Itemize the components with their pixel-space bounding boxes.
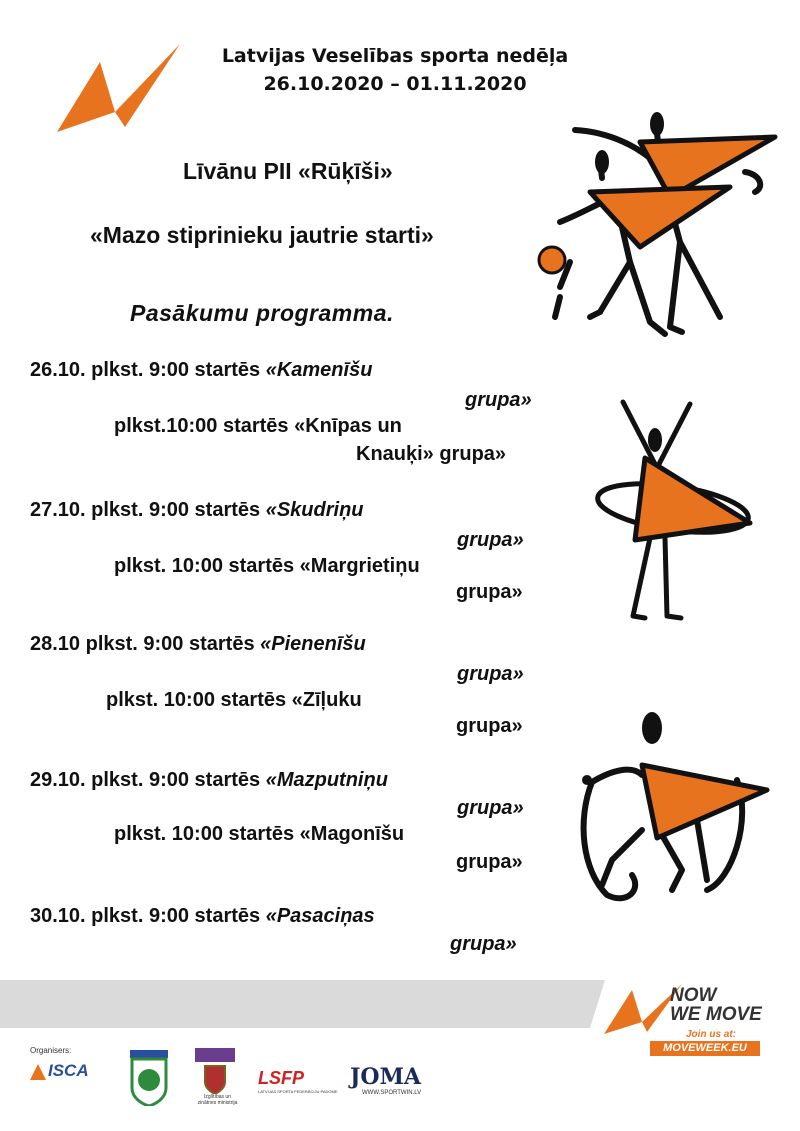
schedule-line: plkst. 10:00 startēs «Zīļuku	[106, 689, 362, 711]
schedule-group: grupa»	[450, 933, 517, 955]
isca-mark-icon	[30, 1064, 46, 1080]
schedule-line: plkst. 10:00 startēs «Magonīšu	[114, 823, 405, 845]
schedule-group: grupa»	[456, 581, 523, 603]
schedule-group: grupa»	[465, 389, 532, 411]
jump-rope-figure-icon	[572, 710, 777, 910]
now-we-move-logo	[600, 978, 770, 1058]
ministry-name: Izglītības un zinātnes ministrija	[197, 1094, 238, 1106]
isca-logo: ISCA	[30, 1060, 105, 1086]
ministry-logo	[195, 1048, 240, 1110]
schedule-list	[30, 354, 570, 974]
schedule-group: grupa»	[456, 851, 523, 873]
schedule-group: grupa»	[456, 715, 523, 737]
join-url[interactable]: MOVEWEEK.EU	[650, 1041, 760, 1056]
nwm-line2: WE MOVE	[670, 1004, 762, 1025]
week-dates: 26.10.2020 – 01.11.2020	[263, 73, 527, 95]
hula-hoop-figure-icon	[595, 398, 760, 623]
schedule-line: 28.10 plkst. 9:00 startēs «Pienenīšu	[30, 633, 366, 655]
institution-name: Līvānu PII «Rūķīši»	[183, 158, 393, 184]
organisers-label: Organisers:	[30, 1046, 72, 1055]
schedule-group: Knauķi» grupa»	[356, 443, 507, 465]
schedule-group: grupa»	[457, 663, 524, 685]
joma-logo: JOMA WWW.SPORTWIN.LV	[350, 1064, 422, 1096]
schedule-line: 26.10. plkst. 9:00 startēs «Kamenīšu	[30, 359, 373, 381]
moveweek-logo-icon	[55, 42, 185, 134]
event-title: «Mazo stiprinieku jautrie starti»	[90, 222, 434, 248]
schedule-line: 27.10. plkst. 9:00 startēs «Skudriņu	[30, 499, 364, 521]
schedule-line: 29.10. plkst. 9:00 startēs «Mazputniņu	[30, 769, 388, 791]
schedule-line: 30.10. plkst. 9:00 startēs «Pasaciņas	[30, 905, 375, 927]
schedule-line: plkst.10:00 startēs «Knīpas un	[114, 415, 402, 437]
program-heading: Pasākumu programma.	[130, 300, 394, 326]
lsfp-logo: LSFP LATVIJAS SPORTA FEDERĀCIJU PADOME	[258, 1068, 338, 1094]
nwm-line1: NOW	[670, 985, 717, 1006]
schedule-line: plkst. 10:00 startēs «Margrietiņu	[114, 555, 420, 577]
coat-of-arms-icon	[201, 1064, 229, 1094]
schedule-group: grupa»	[457, 797, 524, 819]
sport-figures-ball-icon	[530, 112, 790, 342]
schedule-group: grupa»	[457, 529, 524, 551]
lsa-shield-icon	[130, 1050, 168, 1106]
join-text: Join us at:	[686, 1029, 737, 1040]
week-title: Latvijas Veselības sporta nedēļa	[221, 45, 569, 67]
